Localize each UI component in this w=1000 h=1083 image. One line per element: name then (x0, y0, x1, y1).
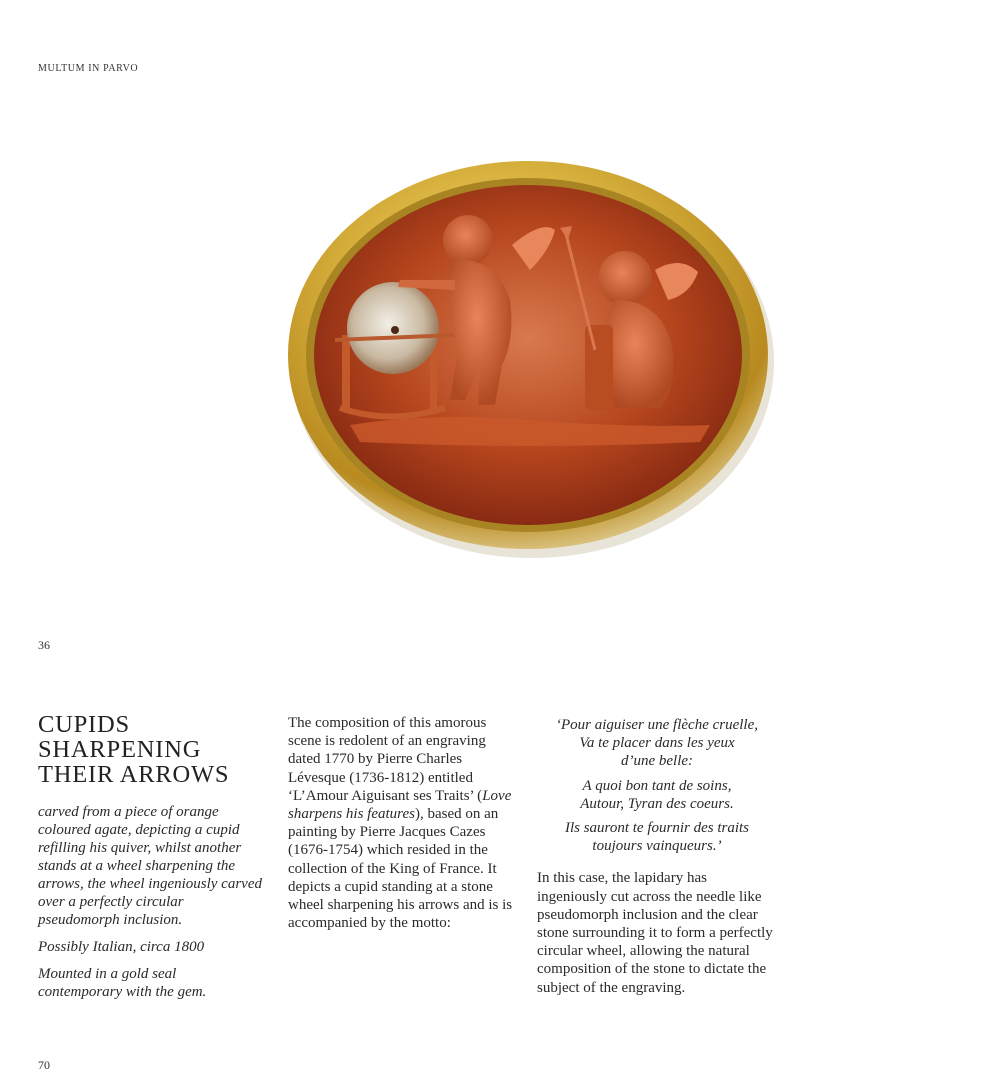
object-description: carved from a piece of orange coloured agate, depicting a cupid refilling his quiver, whilst another stands at a wheel sharpening the arrows, the wheel ingeniously carved over a perfectly circular pseudomorph inclusion. (38, 804, 262, 928)
poem-line: ‘Pour aiguiser une flèche cruelle, (555, 717, 759, 733)
essay-text: The composition of this amorous scene is redolent of an engraving dated 1770 by Pierre Charles Lévesque (1736-1812) entitled ‘L’Amour Aiguisant ses Traits’ ( (288, 715, 487, 804)
quiver-icon (585, 325, 613, 410)
intaglio-image (280, 150, 780, 560)
poem-line: Ils sauront te fournir des traits (564, 820, 750, 837)
motto-poem (537, 716, 777, 855)
caption-column (38, 712, 263, 1010)
mounting-note: Mounted in a gold seal contemporary with the gem. (38, 966, 207, 1000)
attribution: Possibly Italian, circa 1800 (38, 939, 205, 955)
plate-number: 36 (38, 638, 50, 652)
title-line: CUPIDS (38, 711, 130, 738)
essay-paragraph (288, 714, 520, 932)
poem-stanza (537, 819, 777, 855)
page-title (38, 712, 263, 787)
poem-line: Autour, Tyran des coeurs. (580, 795, 734, 812)
title-line: SHARPENING (38, 736, 202, 763)
poem-stanza (537, 716, 777, 771)
poem-stanza (537, 777, 777, 813)
essay-paragraph: In this case, the lapidary has ingeniously cut across the needle like pseudomorph inclusion and the clear stone surrounding it to form a perfectly circular wheel, allowing the natural composition of the stone to dictate the subject of the engraving. (537, 870, 773, 996)
essay-column-1 (288, 714, 520, 932)
title-line: THEIR ARROWS (38, 761, 230, 788)
poem-line: d’une belle: (620, 753, 694, 770)
essay-column-2 (537, 716, 777, 997)
page-number: 70 (38, 1058, 50, 1072)
poem-line: Va te placer dans les yeux (579, 735, 735, 752)
essay-text: ), based on an painting by Pierre Jacques Cazes (1676-1754) which resided in the collection of the King of France. It depicts a cupid standing at a stone wheel sharpening his arrows and is is accompanied by the motto: (288, 806, 513, 932)
poem-line: A quoi bon tant de soins, (582, 777, 732, 794)
running-head: MULTUM IN PARVO (38, 63, 139, 74)
poem-line: toujours vainqueurs.’ (592, 838, 722, 855)
essay-title-italic: Love sharpens his features (288, 787, 512, 823)
